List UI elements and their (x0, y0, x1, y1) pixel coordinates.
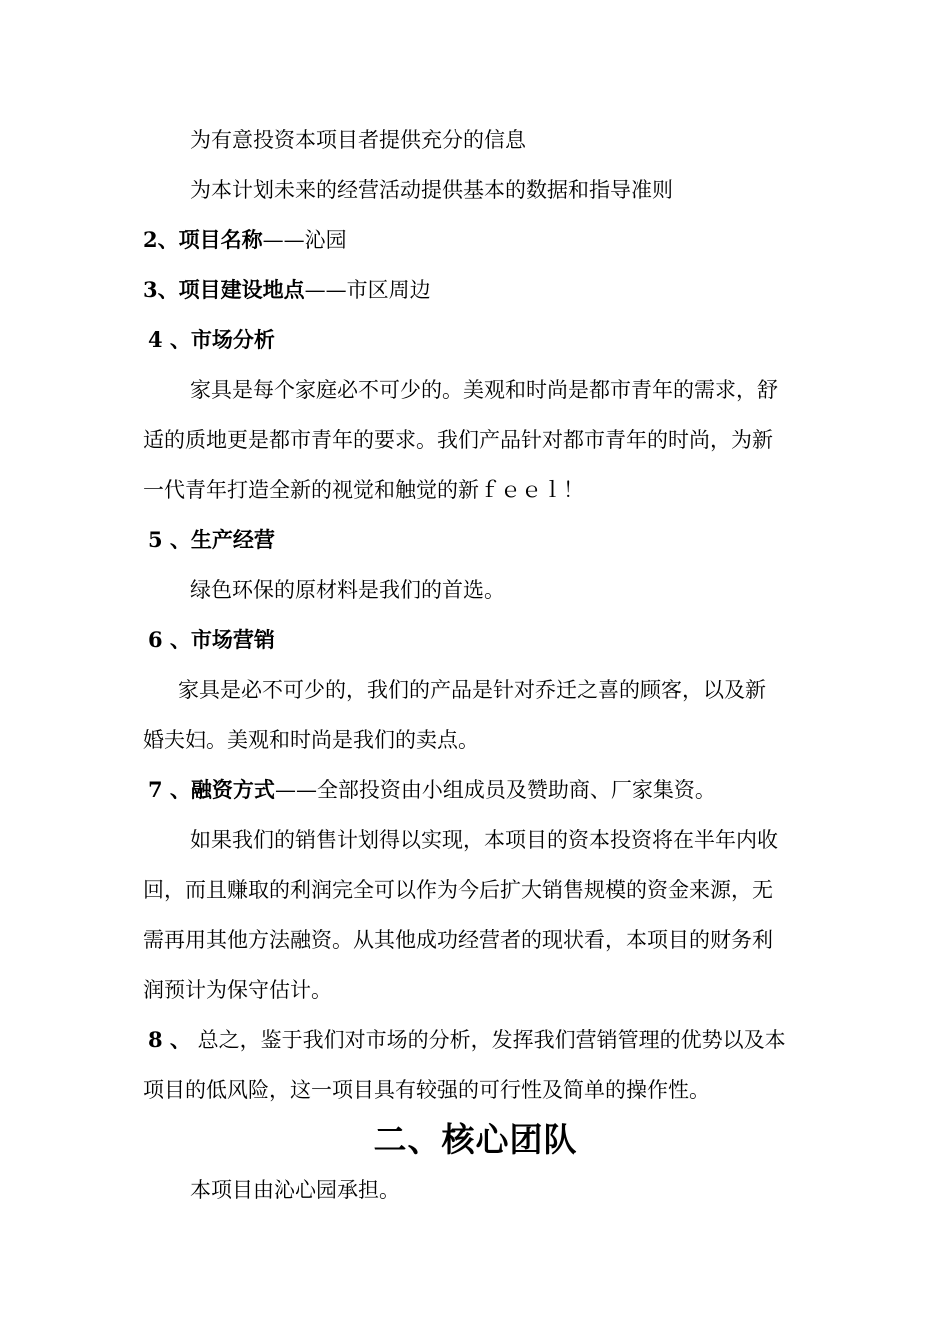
paragraph-line: 项目的低风险，这一项目具有较强的可行性及简单的操作性。 (143, 1078, 710, 1102)
paragraph-line: 绿色环保的原材料是我们的首选。 (190, 578, 505, 602)
section-production (143, 515, 808, 565)
section-title: 3、项目建设地点 (143, 277, 305, 302)
section-heading-core-team: 二、核心团队 (373, 1120, 578, 1159)
section-text: ——市区周边 (304, 278, 431, 302)
paragraph-line: 家具是必不可少的，我们的产品是针对乔迁之喜的顾客，以及新 (178, 678, 766, 702)
section-title: 4 、市场分析 (148, 327, 275, 352)
document-page (143, 115, 808, 1215)
paragraph-line: 为有意投资本项目者提供充分的信息 (190, 128, 526, 152)
paragraph-line: 一代青年打造全新的视觉和触觉的新ｆｅｅｌ！ (143, 478, 584, 502)
section-title: 7 、融资方式 (148, 777, 275, 802)
paragraph-line: 婚夫妇。美观和时尚是我们的卖点。 (143, 728, 479, 752)
section-title: 8 、 (148, 1027, 191, 1052)
section-market-analysis (143, 315, 808, 365)
section-financing (143, 765, 808, 815)
paragraph-line: 本项目由沁心园承担。 (190, 1178, 400, 1202)
section-title: 5 、生产经营 (148, 527, 275, 552)
section-project-location (143, 265, 808, 315)
section-marketing (143, 615, 808, 665)
paragraph-line: 回，而且赚取的利润完全可以作为今后扩大销售规模的资金来源，无 (143, 878, 773, 902)
paragraph-line: 如果我们的销售计划得以实现，本项目的资本投资将在半年内收 (190, 828, 778, 852)
section-text: 总之，鉴于我们对市场的分析，发挥我们营销管理的优势以及本 (197, 1028, 786, 1052)
section-conclusion (143, 1015, 808, 1065)
paragraph-line: 需再用其他方法融资。从其他成功经营者的现状看，本项目的财务利 (143, 928, 773, 952)
paragraph-line: 为本计划未来的经营活动提供基本的数据和指导准则 (190, 178, 673, 202)
section-title: 6 、市场营销 (148, 627, 275, 652)
section-text: ——全部投资由小组成员及赞助商、厂家集资。 (274, 778, 716, 802)
section-project-name (143, 215, 808, 265)
paragraph-line: 润预计为保守估计。 (143, 978, 332, 1002)
section-text: ——沁园 (262, 228, 347, 252)
paragraph-line: 家具是每个家庭必不可少的。美观和时尚是都市青年的需求，舒 (190, 378, 778, 402)
paragraph-line: 适的质地更是都市青年的要求。我们产品针对都市青年的时尚，为新 (143, 428, 773, 452)
section-title: 2、项目名称 (143, 227, 263, 252)
